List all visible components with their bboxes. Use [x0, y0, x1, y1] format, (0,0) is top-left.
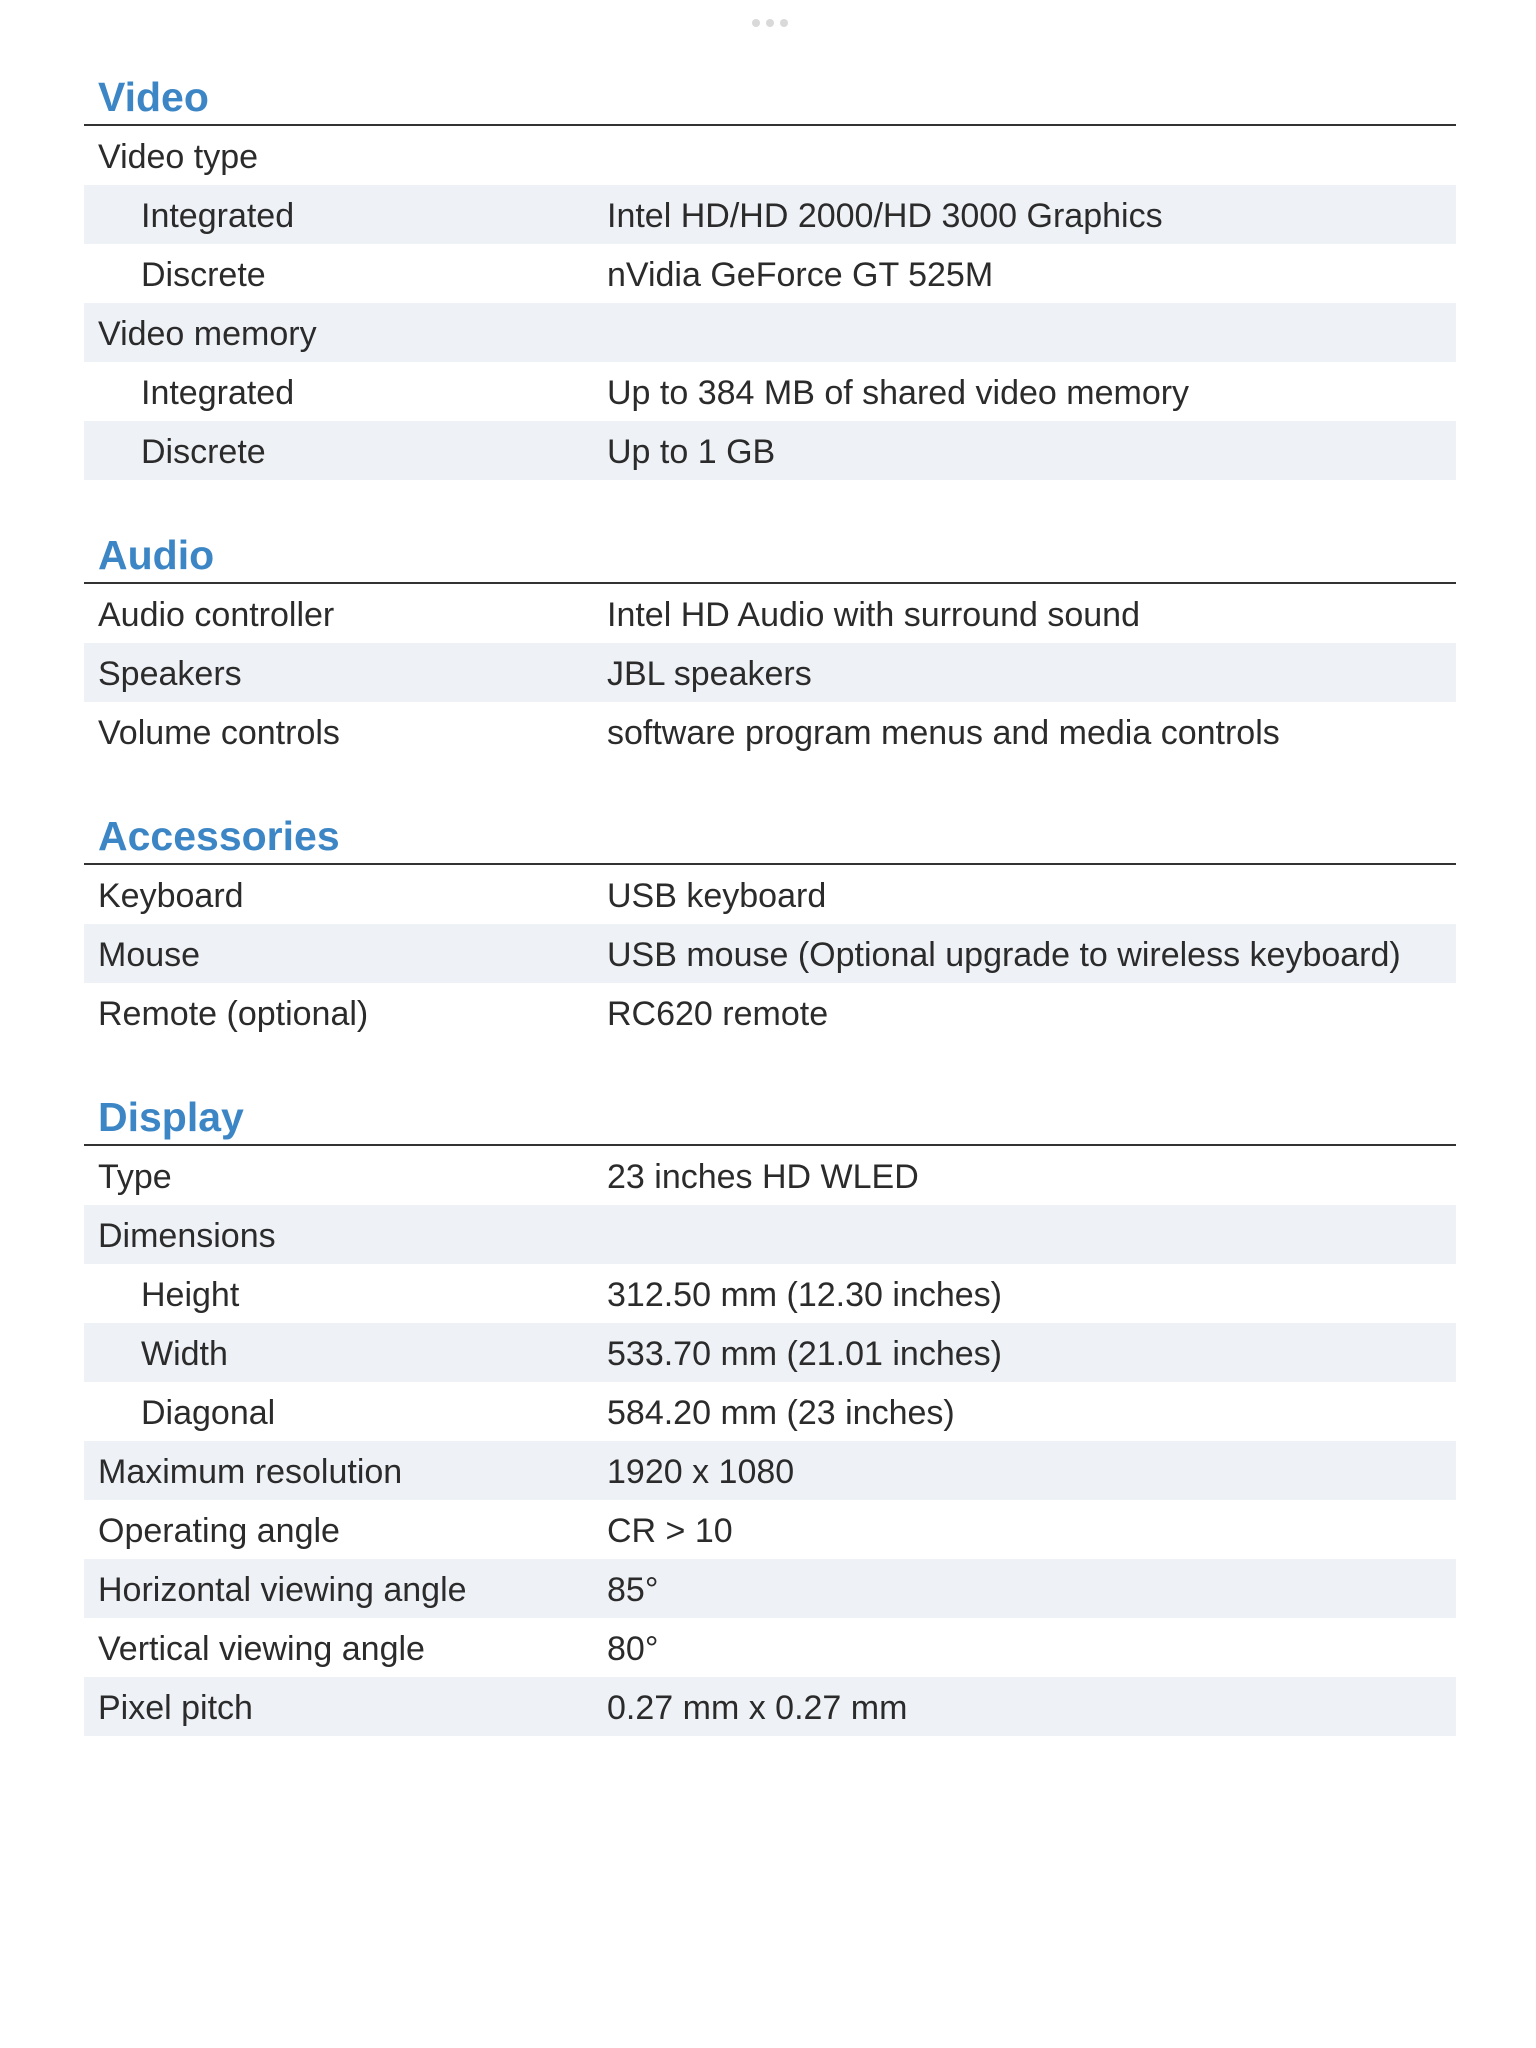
spec-label: Type — [98, 1158, 172, 1196]
spec-row — [84, 924, 1456, 983]
spec-row — [84, 1559, 1456, 1618]
spec-row — [84, 1146, 1456, 1205]
spec-value: Up to 384 MB of shared video memory — [607, 374, 1190, 412]
spec-row — [84, 1323, 1456, 1382]
page-handle[interactable] — [752, 19, 788, 27]
section-audio — [84, 526, 1456, 761]
spec-label: Vertical viewing angle — [98, 1630, 425, 1668]
section-title: Display — [84, 1088, 1456, 1146]
spec-row — [84, 362, 1456, 421]
spec-value: JBL speakers — [607, 655, 812, 693]
spec-label: Video memory — [98, 315, 317, 353]
section-title: Video — [84, 68, 1456, 126]
spec-row — [84, 1264, 1456, 1323]
spec-row — [84, 1382, 1456, 1441]
spec-label: Integrated — [141, 374, 295, 412]
spec-row — [84, 1441, 1456, 1500]
spec-value: CR > 10 — [607, 1512, 733, 1550]
spec-row — [84, 1618, 1456, 1677]
spec-sheet — [84, 68, 1456, 1736]
spec-row — [84, 185, 1456, 244]
spec-label: Discrete — [141, 433, 266, 471]
spec-label: Operating angle — [98, 1512, 340, 1550]
section-title: Audio — [84, 526, 1456, 584]
spec-label: Horizontal viewing angle — [98, 1571, 467, 1609]
spec-value: Up to 1 GB — [607, 433, 776, 471]
spec-value: RC620 remote — [607, 995, 829, 1033]
section-display — [84, 1088, 1456, 1736]
spec-label: Width — [141, 1335, 228, 1373]
spec-row — [84, 1500, 1456, 1559]
spec-label: Integrated — [141, 197, 295, 235]
spec-label: Diagonal — [141, 1394, 276, 1432]
spec-value: 584.20 mm (23 inches) — [607, 1394, 955, 1432]
handle-dot — [766, 19, 774, 27]
spec-row — [84, 702, 1456, 761]
spec-label: Height — [141, 1276, 240, 1314]
spec-label: Mouse — [98, 936, 201, 974]
spec-label: Maximum resolution — [98, 1453, 403, 1491]
spec-row — [84, 421, 1456, 480]
spec-row — [84, 584, 1456, 643]
spec-label: Keyboard — [98, 877, 244, 915]
section-accessories — [84, 807, 1456, 1042]
spec-label: Remote (optional) — [98, 995, 369, 1033]
spec-row — [84, 244, 1456, 303]
spec-value: Intel HD Audio with surround sound — [607, 596, 1140, 634]
spec-label: Pixel pitch — [98, 1689, 253, 1727]
spec-value: 80° — [607, 1630, 659, 1668]
spec-value: 23 inches HD WLED — [607, 1158, 919, 1196]
spec-row — [84, 865, 1456, 924]
spec-label: Volume controls — [98, 714, 340, 752]
spec-value: 85° — [607, 1571, 659, 1609]
spec-row — [84, 126, 1456, 185]
spec-row — [84, 303, 1456, 362]
spec-value: 312.50 mm (12.30 inches) — [607, 1276, 1002, 1314]
handle-dot — [752, 19, 760, 27]
section-title: Accessories — [84, 807, 1456, 865]
section-video — [84, 68, 1456, 480]
spec-label: Dimensions — [98, 1217, 276, 1255]
spec-row — [84, 1677, 1456, 1736]
spec-value: nVidia GeForce GT 525M — [607, 256, 994, 294]
spec-value: Intel HD/HD 2000/HD 3000 Graphics — [607, 197, 1163, 235]
spec-value: USB mouse (Optional upgrade to wireless keyboard) — [607, 936, 1401, 974]
spec-label: Audio controller — [98, 596, 335, 634]
spec-row — [84, 983, 1456, 1042]
spec-row — [84, 643, 1456, 702]
spec-value: USB keyboard — [607, 877, 827, 915]
spec-value: 0.27 mm x 0.27 mm — [607, 1689, 908, 1727]
spec-label: Discrete — [141, 256, 266, 294]
spec-value: 1920 x 1080 — [607, 1453, 795, 1491]
spec-label: Video type — [98, 138, 259, 176]
handle-dot — [780, 19, 788, 27]
spec-value: 533.70 mm (21.01 inches) — [607, 1335, 1002, 1373]
spec-row — [84, 1205, 1456, 1264]
spec-label: Speakers — [98, 655, 242, 693]
spec-value: software program menus and media controls — [607, 714, 1280, 752]
